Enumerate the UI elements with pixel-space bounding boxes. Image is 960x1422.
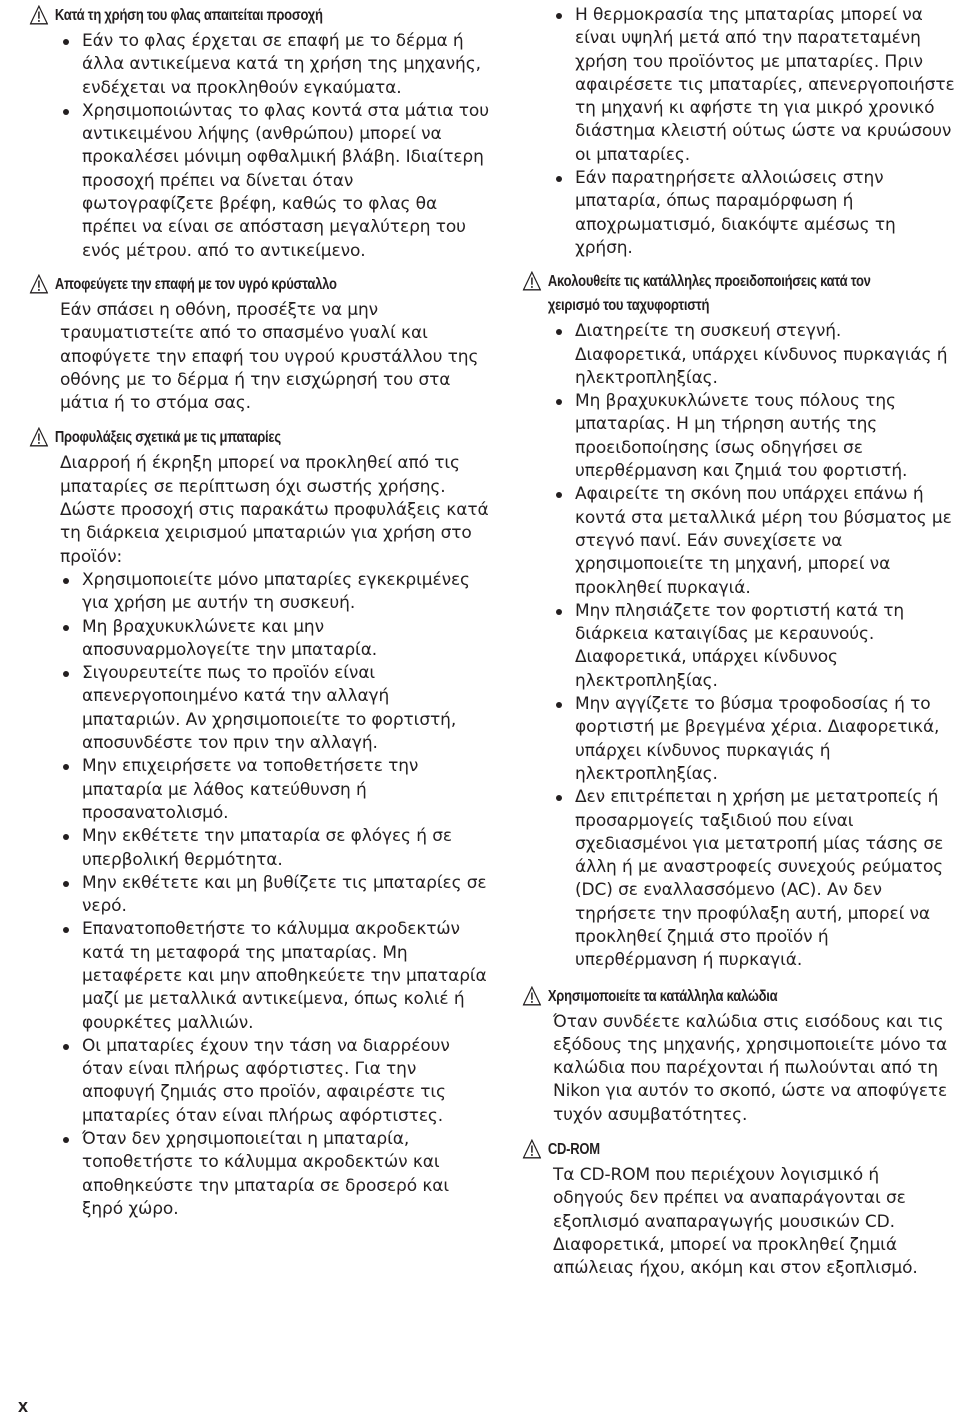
list-item: Σιγουρευτείτε πως το προϊόν είναι απενεργοποιημένο κατά την αλλαγή μπαταριών. Αν χρησιμοποιείτε το φορτιστή, αποσυνδέστε τον πριν την αλλαγή. xyxy=(60,662,490,755)
flash-caution-section xyxy=(28,4,490,263)
list-item: Μην αγγίζετε το βύσμα τροφοδοσίας ή το φορτιστή με βρεγμένα χέρια. Διαφορετικά, υπάρχει κίνδυνος πυρκαγιάς ή ηλεκτροπληξίας. xyxy=(553,693,955,786)
warning-icon xyxy=(523,271,541,291)
bullet-icon xyxy=(63,39,69,45)
list-item: Όταν δεν χρησιμοποιείται η μπαταρία, τοποθετήστε το κάλυμμα ακροδεκτών και αποθηκεύστε την μπαταρία σε δροσερό και ξηρό χώρο. xyxy=(60,1128,490,1221)
bullet-icon xyxy=(63,834,69,840)
liquid-crystal-section xyxy=(28,273,490,415)
cables-section xyxy=(521,985,955,1127)
bullet-list xyxy=(521,320,955,972)
bullet-list xyxy=(28,30,490,263)
section-heading xyxy=(521,985,886,1009)
section-title: Χρησιμοποιείτε τα κατάλληλα καλώδια xyxy=(547,987,778,1005)
battery-continued-section xyxy=(521,4,955,260)
bullet-icon xyxy=(63,881,69,887)
section-title-line-2: χειρισμό του ταχυφορτιστή xyxy=(547,297,710,315)
list-item: Οι μπαταρίες έχουν την τάση να διαρρέουν όταν είναι πλήρως αφόρτιστες. Για την αποφυγή ζημιάς στο προϊόν, αφαιρέστε τις μπαταρίες όταν είναι πλήρως αφόρτιστες. xyxy=(60,1035,490,1128)
bullet-icon xyxy=(63,109,69,115)
bullet-icon xyxy=(63,927,69,933)
bullet-icon xyxy=(556,399,562,405)
bullet-icon xyxy=(556,702,562,708)
list-item: Εάν το φλας έρχεται σε επαφή με το δέρμα ή άλλα αντικείμενα κατά τη χρήση της μηχανής, ενδέχεται να προκληθούν εγκαύματα. xyxy=(60,30,490,100)
bullet-icon xyxy=(63,1137,69,1143)
bullet-icon xyxy=(63,1044,69,1050)
list-item: Μην πλησιάζετε τον φορτιστή κατά τη διάρκεια καταιγίδας με κεραυνούς. Διαφορετικά, υπάρχει κίνδυνος ηλεκτροπληξίας. xyxy=(553,600,955,693)
right-column xyxy=(521,0,955,1281)
list-item: Μη βραχυκυκλώνετε τους πόλους της μπαταρίας. Η μη τήρηση αυτής της προειδοποίησης ίσως οδηγήσει σε υπερθέρμανση και ζημιά του φορτιστή. xyxy=(553,390,955,483)
list-item: Αφαιρείτε τη σκόνη που υπάρχει επάνω ή κοντά στα μεταλλικά μέρη του βύσματος με στεγνό πανί. Εάν συνεχίσετε να χρησιμοποιείτε τη μηχανή, μπορεί να προκληθεί πυρκαγιά. xyxy=(553,483,955,599)
warning-icon xyxy=(30,427,48,447)
section-text: Διαρροή ή έκρηξη μπορεί να προκληθεί από τις μπαταρίες σε περίπτωση όχι σωστής χρήσης. Δώστε προσοχή στις παρακάτω προφυλάξεις κατά τη διάρκεια χειρισμού μπαταριών για χρήση στο προϊόν: xyxy=(60,453,489,567)
list-item: Μη βραχυκυκλώνετε και μην αποσυναρμολογείτε την μπαταρία. xyxy=(60,616,490,663)
section-text: Όταν συνδέετε καλώδια στις εισόδους και τις εξόδους της μηχανής, χρησιμοποιείτε μόνο τα καλώδια που παρέχονται ή πωλούνται από τη Nikon για αυτόν το σκοπό, ώστε να αποφύγετε τυχόν ασυμβατότητες. xyxy=(553,1011,948,1125)
section-heading xyxy=(521,270,960,318)
bullet-icon xyxy=(556,609,562,615)
left-column xyxy=(28,0,490,1221)
list-item: Δεν επιτρέπεται η χρήση με μετατροπείς ή προσαρμογείς ταξιδιού που είναι σχεδιασμένοι για μετατροπή μίας τάσης σε άλλη ή με αναστροφείς συνεχούς ρεύματος (DC) σε εναλλασσόμενο (AC). Αν δεν τηρήσετε την προφύλαξη αυτή, μπορεί να προκληθεί ζημιά στο προϊόν ή υπερθέρμανση ή πυρκαγιά. xyxy=(553,786,955,972)
section-title-line-1: Ακολουθείτε τις κατάλληλες προειδοποιήσεις κατά τον xyxy=(547,273,871,291)
section-heading xyxy=(521,1138,886,1162)
list-item: Μην εκθέτετε την μπαταρία σε φλόγες ή σε υπερβολική θερμότητα. xyxy=(60,825,490,872)
section-title: CD-ROM xyxy=(547,1141,600,1159)
charger-section xyxy=(521,270,955,972)
list-item: Η θερμοκρασία της μπαταρίας μπορεί να είναι υψηλή μετά από την παρατεταμένη χρήση του προϊόντος με μπαταρίες. Πριν αφαιρέσετε τις μπαταρίες, απενεργοποιήστε τη μηχανή κι αφήστε τη για μικρό χρονικό διάστημα κλειστή ούτως ώστε να κρυώσουν οι μπαταρίες. xyxy=(553,4,955,167)
warning-icon xyxy=(523,1139,541,1159)
list-item: Μην επιχειρήσετε να τοποθετήσετε την μπαταρία με λάθος κατεύθυνση ή προσανατολισμό. xyxy=(60,755,490,825)
bullet-icon xyxy=(63,625,69,631)
bullet-list xyxy=(28,569,490,1221)
bullet-list xyxy=(521,4,955,260)
section-title: Αποφεύγετε την επαφή με τον υγρό κρύσταλλο xyxy=(54,275,337,293)
battery-precautions-section xyxy=(28,426,490,1221)
list-item: Χρησιμοποιώντας το φλας κοντά στα μάτια του αντικειμένου λήψης (ανθρώπου) μπορεί να προκαλέσει μόνιμη οφθαλμική βλάβη. Ιδιαίτερη προσοχή πρέπει να δίνεται όταν φωτογραφίζετε βρέφη, καθώς το φλας θα πρέπει να είναι σε απόσταση μεγαλύτερη του ενός μέτρου. από το αντικείμενο. xyxy=(60,100,490,263)
section-heading xyxy=(28,426,416,450)
list-item: Επανατοποθετήστε το κάλυμμα ακροδεκτών κατά τη μεταφορά της μπαταρίας. Μη μεταφέρετε και μην αποθηκεύετε την μπαταρία μαζί με μεταλλικά αντικείμενα, όπως κολιέ ή φουρκέτες μαλλιών. xyxy=(60,918,490,1034)
section-heading xyxy=(28,4,416,28)
list-item: Διατηρείτε τη συσκευή στεγνή. Διαφορετικά, υπάρχει κίνδυνος πυρκαγιάς ή ηλεκτροπληξίας. xyxy=(553,320,955,390)
warning-icon xyxy=(523,986,541,1006)
bullet-icon xyxy=(556,13,562,19)
section-text: Τα CD-ROM που περιέχουν λογισμικό ή οδηγούς δεν πρέπει να αναπαράγονται σε εξοπλισμό αναπαραγωγής μουσικών CD. Διαφορετικά, μπορεί να προκληθεί ζημιά απώλειας ήχου, ακόμη και στον εξοπλισμό. xyxy=(553,1165,918,1279)
section-title: Προφυλάξεις σχετικά με τις μπαταρίες xyxy=(54,429,281,447)
page-number: x xyxy=(18,1396,29,1416)
bullet-icon xyxy=(556,492,562,498)
section-heading xyxy=(28,273,416,297)
bullet-icon xyxy=(556,329,562,335)
warning-icon xyxy=(30,274,48,294)
bullet-icon xyxy=(63,671,69,677)
list-item: Εάν παρατηρήσετε αλλοιώσεις στην μπαταρία, όπως παραμόρφωση ή αποχρωματισμό, διακόψτε αμέσως τη χρήση. xyxy=(553,167,955,260)
bullet-icon xyxy=(556,795,562,801)
warning-icon xyxy=(30,5,48,25)
cd-rom-section xyxy=(521,1138,955,1280)
bullet-icon xyxy=(556,176,562,182)
section-text: Εάν σπάσει η οθόνη, προσέξτε να μην τραυματιστείτε από το σπασμένο γυαλί και αποφύγετε την επαφή του υγρού κρυστάλλου της οθόνης με το δέρμα ή την εισχώρησή του στα μάτια ή το στόμα σας. xyxy=(60,299,479,414)
section-title: Κατά τη χρήση του φλας απαιτείται προσοχή xyxy=(54,7,323,24)
list-item: Χρησιμοποιείτε μόνο μπαταρίες εγκεκριμένες για χρήση με αυτήν τη συσκευή. xyxy=(60,569,490,616)
list-item: Μην εκθέτετε και μη βυθίζετε τις μπαταρίες σε νερό. xyxy=(60,872,490,919)
bullet-icon xyxy=(63,578,69,584)
bullet-icon xyxy=(63,764,69,770)
